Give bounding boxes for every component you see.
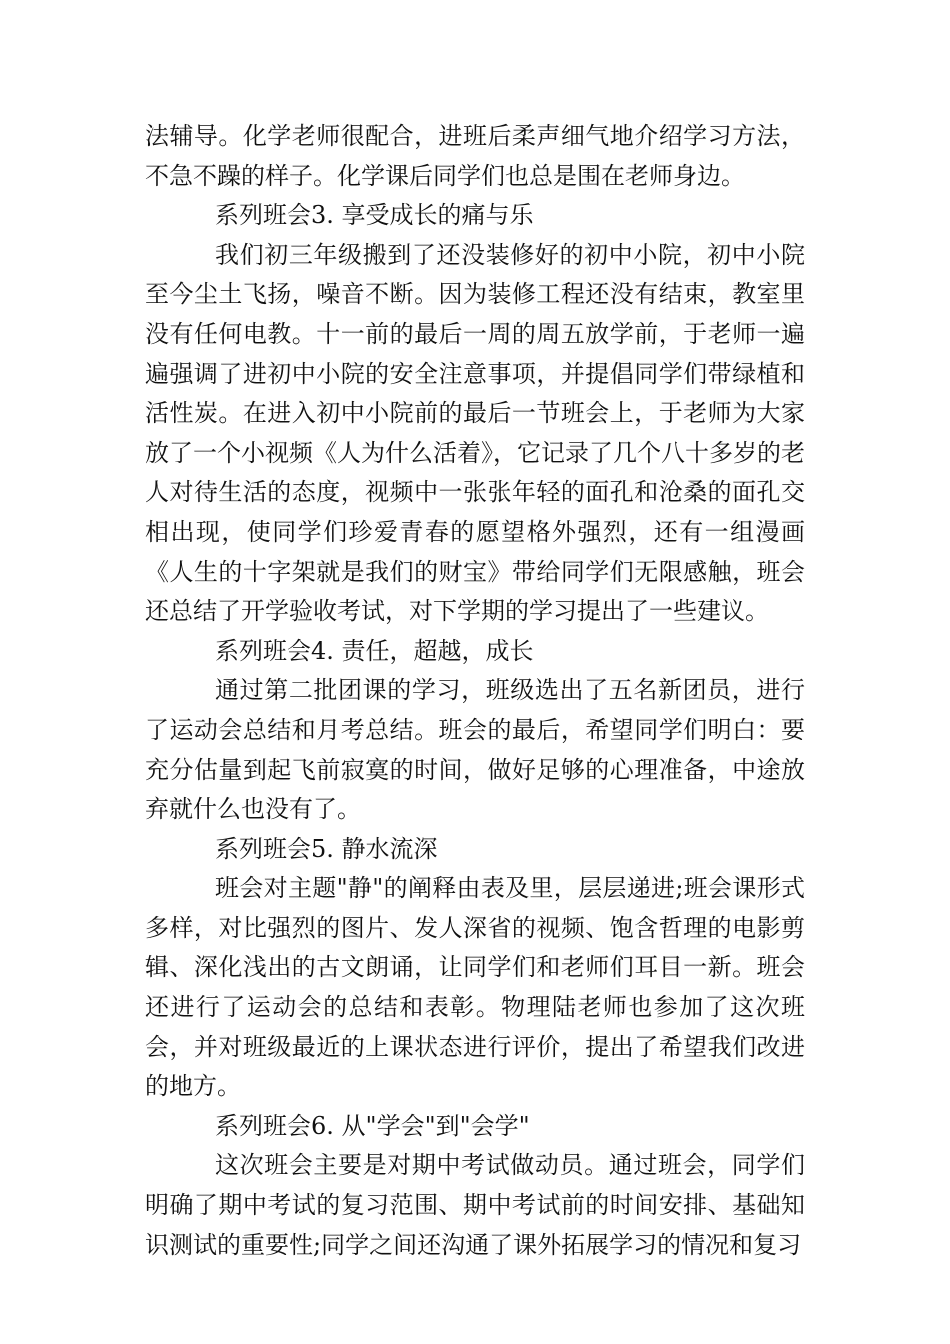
paragraph-meeting-6: 这次班会主要是对期中考试做动员。通过班会，同学们明确了期中考试的复习范围、期中考试前的时间安排、基础知识测试的重要性;同学之间还沟通了课外拓展学习的情况和复习 [145, 1151, 805, 1259]
document-body [145, 117, 805, 1265]
paragraph-meeting-3: 我们初三年级搬到了还没装修好的初中小院，初中小院至今尘土飞扬，噪音不断。因为装修工程还没有结束，教室里没有任何电教。十一前的最后一周的周五放学前，于老师一遍遍强调了进初中小院的安全注意事项，并提倡同学们带绿植和活性炭。在进入初中小院前的最后一节班会上，于老师为大家放了一个小视频《人为什么活着》，它记录了几个八十多岁的老人对待生活的态度，视频中一张张年轻的面孔和沧桑的面孔交相出现，使同学们珍爱青春的愿望格外强烈，还有一组漫画《人生的十字架就是我们的财宝》带给同学们无限感触，班会还总结了开学验收考试，对下学期的学习提出了一些建议。 [145, 240, 805, 626]
section-heading-meeting-5: 系列班会5. 静水流深 [215, 834, 438, 863]
section-heading-meeting-4: 系列班会4. 责任，超越，成长 [215, 636, 534, 665]
paragraph-continuation: 法辅导。化学老师很配合，进班后柔声细气地介绍学习方法，不急不躁的样子。化学课后同学们也总是围在老师身边。 [145, 122, 805, 190]
section-heading-meeting-6: 系列班会6. 从"学会"到"会学" [215, 1111, 530, 1140]
paragraph-meeting-4: 通过第二批团课的学习，班级选出了五名新团员，进行了运动会总结和月考总结。班会的最后，希望同学们明白：要充分估量到起飞前寂寞的时间，做好足够的心理准备，中途放弃就什么也没有了。 [145, 676, 805, 824]
paragraph-meeting-5: 班会对主题"静"的阐释由表及里，层层递进;班会课形式多样，对比强烈的图片、发人深省的视频、饱含哲理的电影剪辑、深化浅出的古文朗诵，让同学们和老师们耳目一新。班会还进行了运动会的总结和表彰。物理陆老师也参加了这次班会，并对班级最近的上课状态进行评价，提出了希望我们改进的地方。 [145, 874, 805, 1101]
section-heading-meeting-3: 系列班会3. 享受成长的痛与乐 [215, 201, 534, 230]
